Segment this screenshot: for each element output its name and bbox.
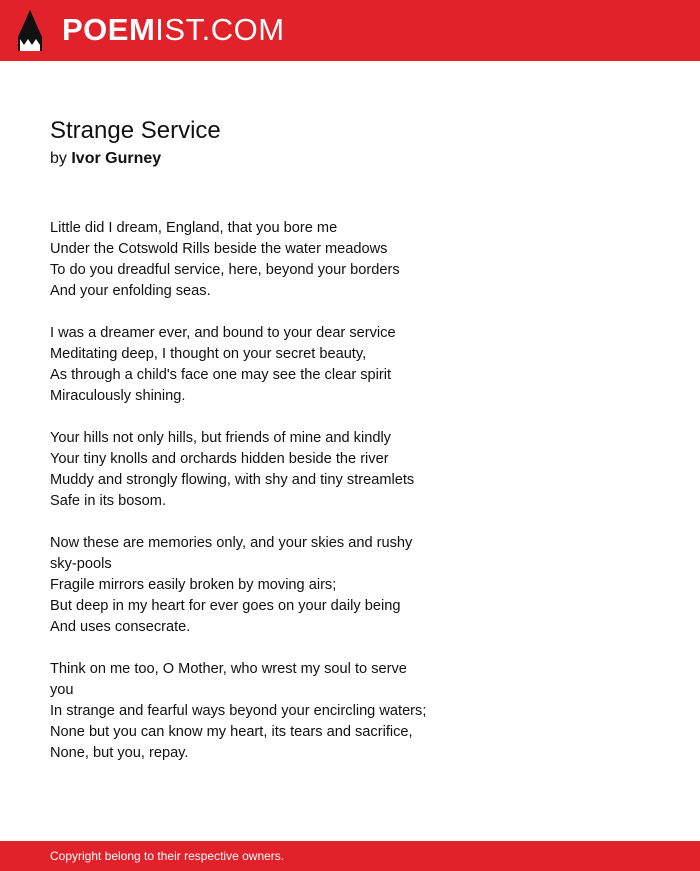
- site-footer: [0, 841, 700, 871]
- logo-light-text: IST.COM: [155, 12, 285, 47]
- poem-line: sky-pools: [50, 556, 112, 572]
- poem-line: Under the Cotswold Rills beside the water meadows: [50, 241, 388, 257]
- poem-line: But deep in my heart for ever goes on your daily being: [50, 598, 401, 614]
- poem-line: Now these are memories only, and your skies and rushy: [50, 535, 413, 551]
- poem-line: Fragile mirrors easily broken by moving airs;: [50, 577, 337, 593]
- poem-line: I was a dreamer ever, and bound to your dear service: [50, 325, 396, 341]
- site-logo-link[interactable]: [62, 12, 285, 48]
- stanza: [50, 428, 470, 512]
- poem-title: Strange Service: [50, 117, 221, 144]
- copyright-notice: Copyright belong to their respective owners.: [50, 849, 285, 863]
- stanza: [50, 533, 470, 638]
- poem-line: None, but you, repay.: [50, 745, 189, 761]
- poem-line: To do you dreadful service, here, beyond your borders: [50, 262, 400, 278]
- byline: [50, 148, 161, 170]
- stanza: [50, 323, 470, 407]
- poem-body: [50, 218, 470, 785]
- poem-line: Your tiny knolls and orchards hidden beside the river: [50, 451, 389, 467]
- poem-line: Muddy and strongly flowing, with shy and tiny streamlets: [50, 472, 415, 488]
- poem-line: None but you can know my heart, its tears and sacrifice,: [50, 724, 413, 740]
- poem-line: Your hills not only hills, but friends of mine and kindly: [50, 430, 391, 446]
- poem-line: Meditating deep, I thought on your secret beauty,: [50, 346, 367, 362]
- poem-line: And uses consecrate.: [50, 619, 191, 635]
- poem-line: Think on me too, O Mother, who wrest my soul to serve: [50, 661, 407, 677]
- poem-line: Safe in its bosom.: [50, 493, 166, 509]
- poem-line: Little did I dream, England, that you bore me: [50, 220, 338, 236]
- stanza: [50, 218, 470, 302]
- stanza: [50, 659, 470, 764]
- poem-line: As through a child's face one may see the clear spirit: [50, 367, 392, 383]
- byline-prefix: by: [50, 150, 72, 167]
- site-header: [0, 0, 700, 61]
- logo-bold-text: POEM: [62, 12, 156, 47]
- poem-line: And your enfolding seas.: [50, 283, 211, 299]
- author-name: Ivor Gurney: [71, 150, 162, 167]
- poem-line: you: [50, 682, 74, 698]
- pencil-icon[interactable]: [16, 9, 44, 52]
- poem-line: In strange and fearful ways beyond your encircling waters;: [50, 703, 427, 719]
- poem-line: Miraculously shining.: [50, 388, 186, 404]
